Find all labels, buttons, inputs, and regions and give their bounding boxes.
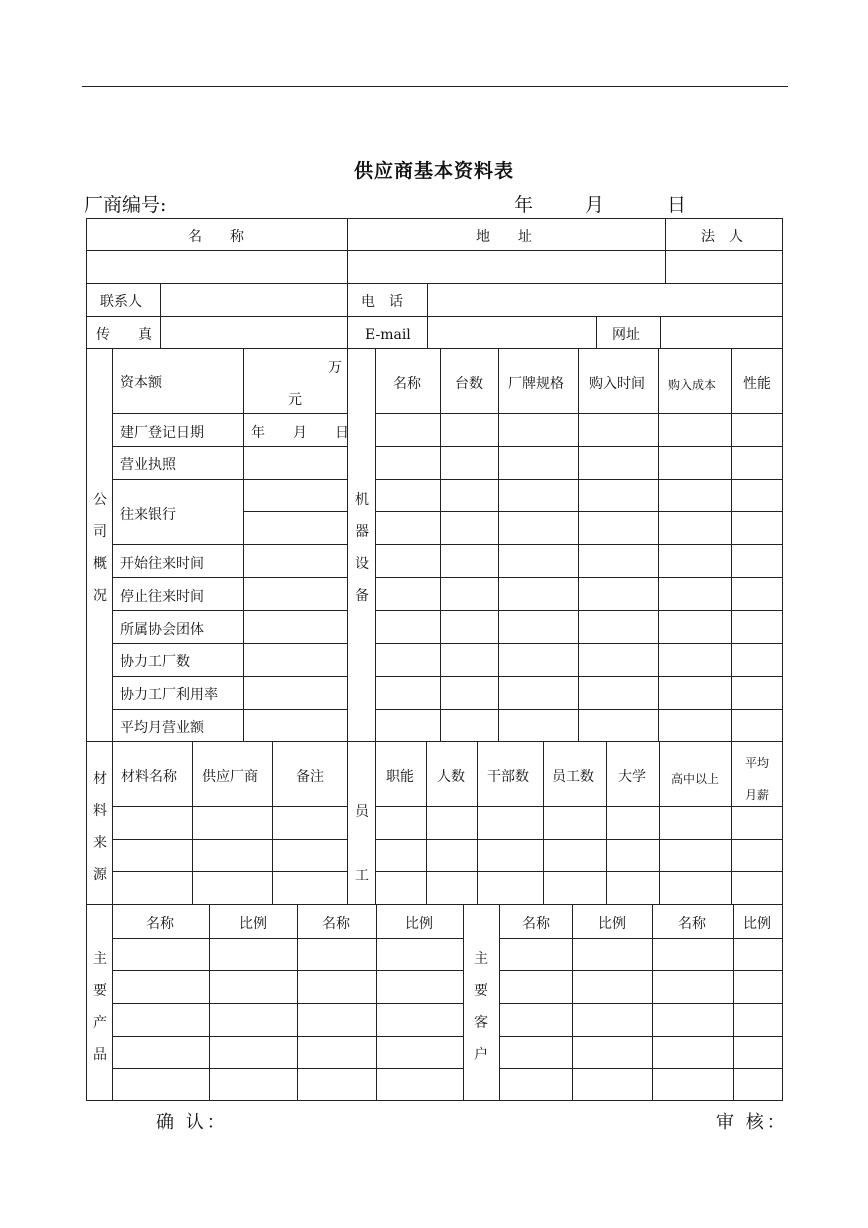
staff-col-university: 大学: [618, 769, 646, 785]
customer-col-ratio-1: 比例: [598, 916, 626, 932]
equip-col-cost: 购入成本: [668, 378, 717, 392]
products-section-label: 主 要 产 品: [93, 951, 107, 1063]
phone-label: 电 话: [361, 294, 403, 310]
fax-label: 传 真: [96, 327, 152, 343]
staff-section-label: 员 工: [355, 804, 369, 884]
legal-person-label: 法 人: [701, 229, 743, 245]
customer-col-name-1: 名称: [522, 916, 550, 932]
material-col-note: 备注: [296, 769, 324, 785]
bank-label: 往来银行: [120, 507, 176, 523]
equip-col-performance: 性能: [743, 376, 771, 392]
monthly-revenue-label: 平均月营业额: [120, 720, 204, 736]
date-month: 月: [585, 194, 605, 216]
equip-col-name: 名称: [393, 376, 421, 392]
founded-date-label: 建厂登记日期: [120, 425, 204, 441]
customers-section-label: 主 要 客 户: [474, 951, 488, 1063]
equip-col-spec: 厂牌规格: [508, 376, 564, 392]
customer-col-ratio-2: 比例: [743, 916, 771, 932]
material-col-supplier: 供应厂商: [202, 769, 258, 785]
name-label: 名 称: [188, 229, 244, 245]
staff-col-cadre: 干部数: [487, 769, 529, 785]
start-time-label: 开始往来时间: [120, 556, 204, 572]
confirm-label: 确 认：: [156, 1112, 228, 1133]
customer-col-name-2: 名称: [678, 916, 706, 932]
capital-label: 资本额: [120, 375, 162, 391]
product-col-name-1: 名称: [146, 916, 174, 932]
address-label: 地 址: [476, 229, 532, 245]
vendor-no-label: 厂商编号:: [84, 194, 167, 216]
date-day: 日: [667, 194, 687, 216]
company-section-label: 公 司 概 况: [93, 492, 107, 604]
materials-section-label: 材 料 来 源: [93, 771, 107, 883]
website-label: 网址: [612, 327, 640, 343]
product-col-name-2: 名称: [322, 916, 350, 932]
email-label: E-mail: [365, 327, 411, 343]
coop-factory-label: 协力工厂数: [120, 654, 190, 670]
product-col-ratio-2: 比例: [405, 916, 433, 932]
stop-time-label: 停止往来时间: [120, 589, 204, 605]
product-col-ratio-1: 比例: [239, 916, 267, 932]
coop-rate-label: 协力工厂利用率: [120, 687, 218, 703]
equip-col-purchase-time: 购入时间: [589, 376, 645, 392]
founded-date-value: 年 月 日: [251, 425, 349, 441]
date-year: 年: [514, 194, 534, 216]
staff-col-count: 人数: [437, 769, 465, 785]
staff-col-worker: 员工数: [552, 769, 594, 785]
staff-col-salary-1: 平均: [745, 756, 770, 770]
staff-col-function: 职能: [386, 769, 414, 785]
contact-label: 联系人: [100, 294, 142, 310]
equipment-section-label: 机 器 设 备: [355, 492, 369, 604]
association-label: 所属协会团体: [120, 622, 204, 638]
equip-col-count: 台数: [455, 376, 483, 392]
page-title: 供应商基本资料表: [353, 160, 514, 182]
capital-unit-yuan: 元: [288, 392, 302, 408]
material-col-name: 材料名称: [121, 769, 177, 785]
capital-unit-wan: 万: [328, 360, 342, 376]
review-label: 审 核：: [716, 1112, 788, 1133]
staff-col-salary-2: 月薪: [745, 788, 770, 802]
staff-col-highschool: 高中以上: [671, 772, 720, 786]
license-label: 营业执照: [120, 457, 176, 473]
